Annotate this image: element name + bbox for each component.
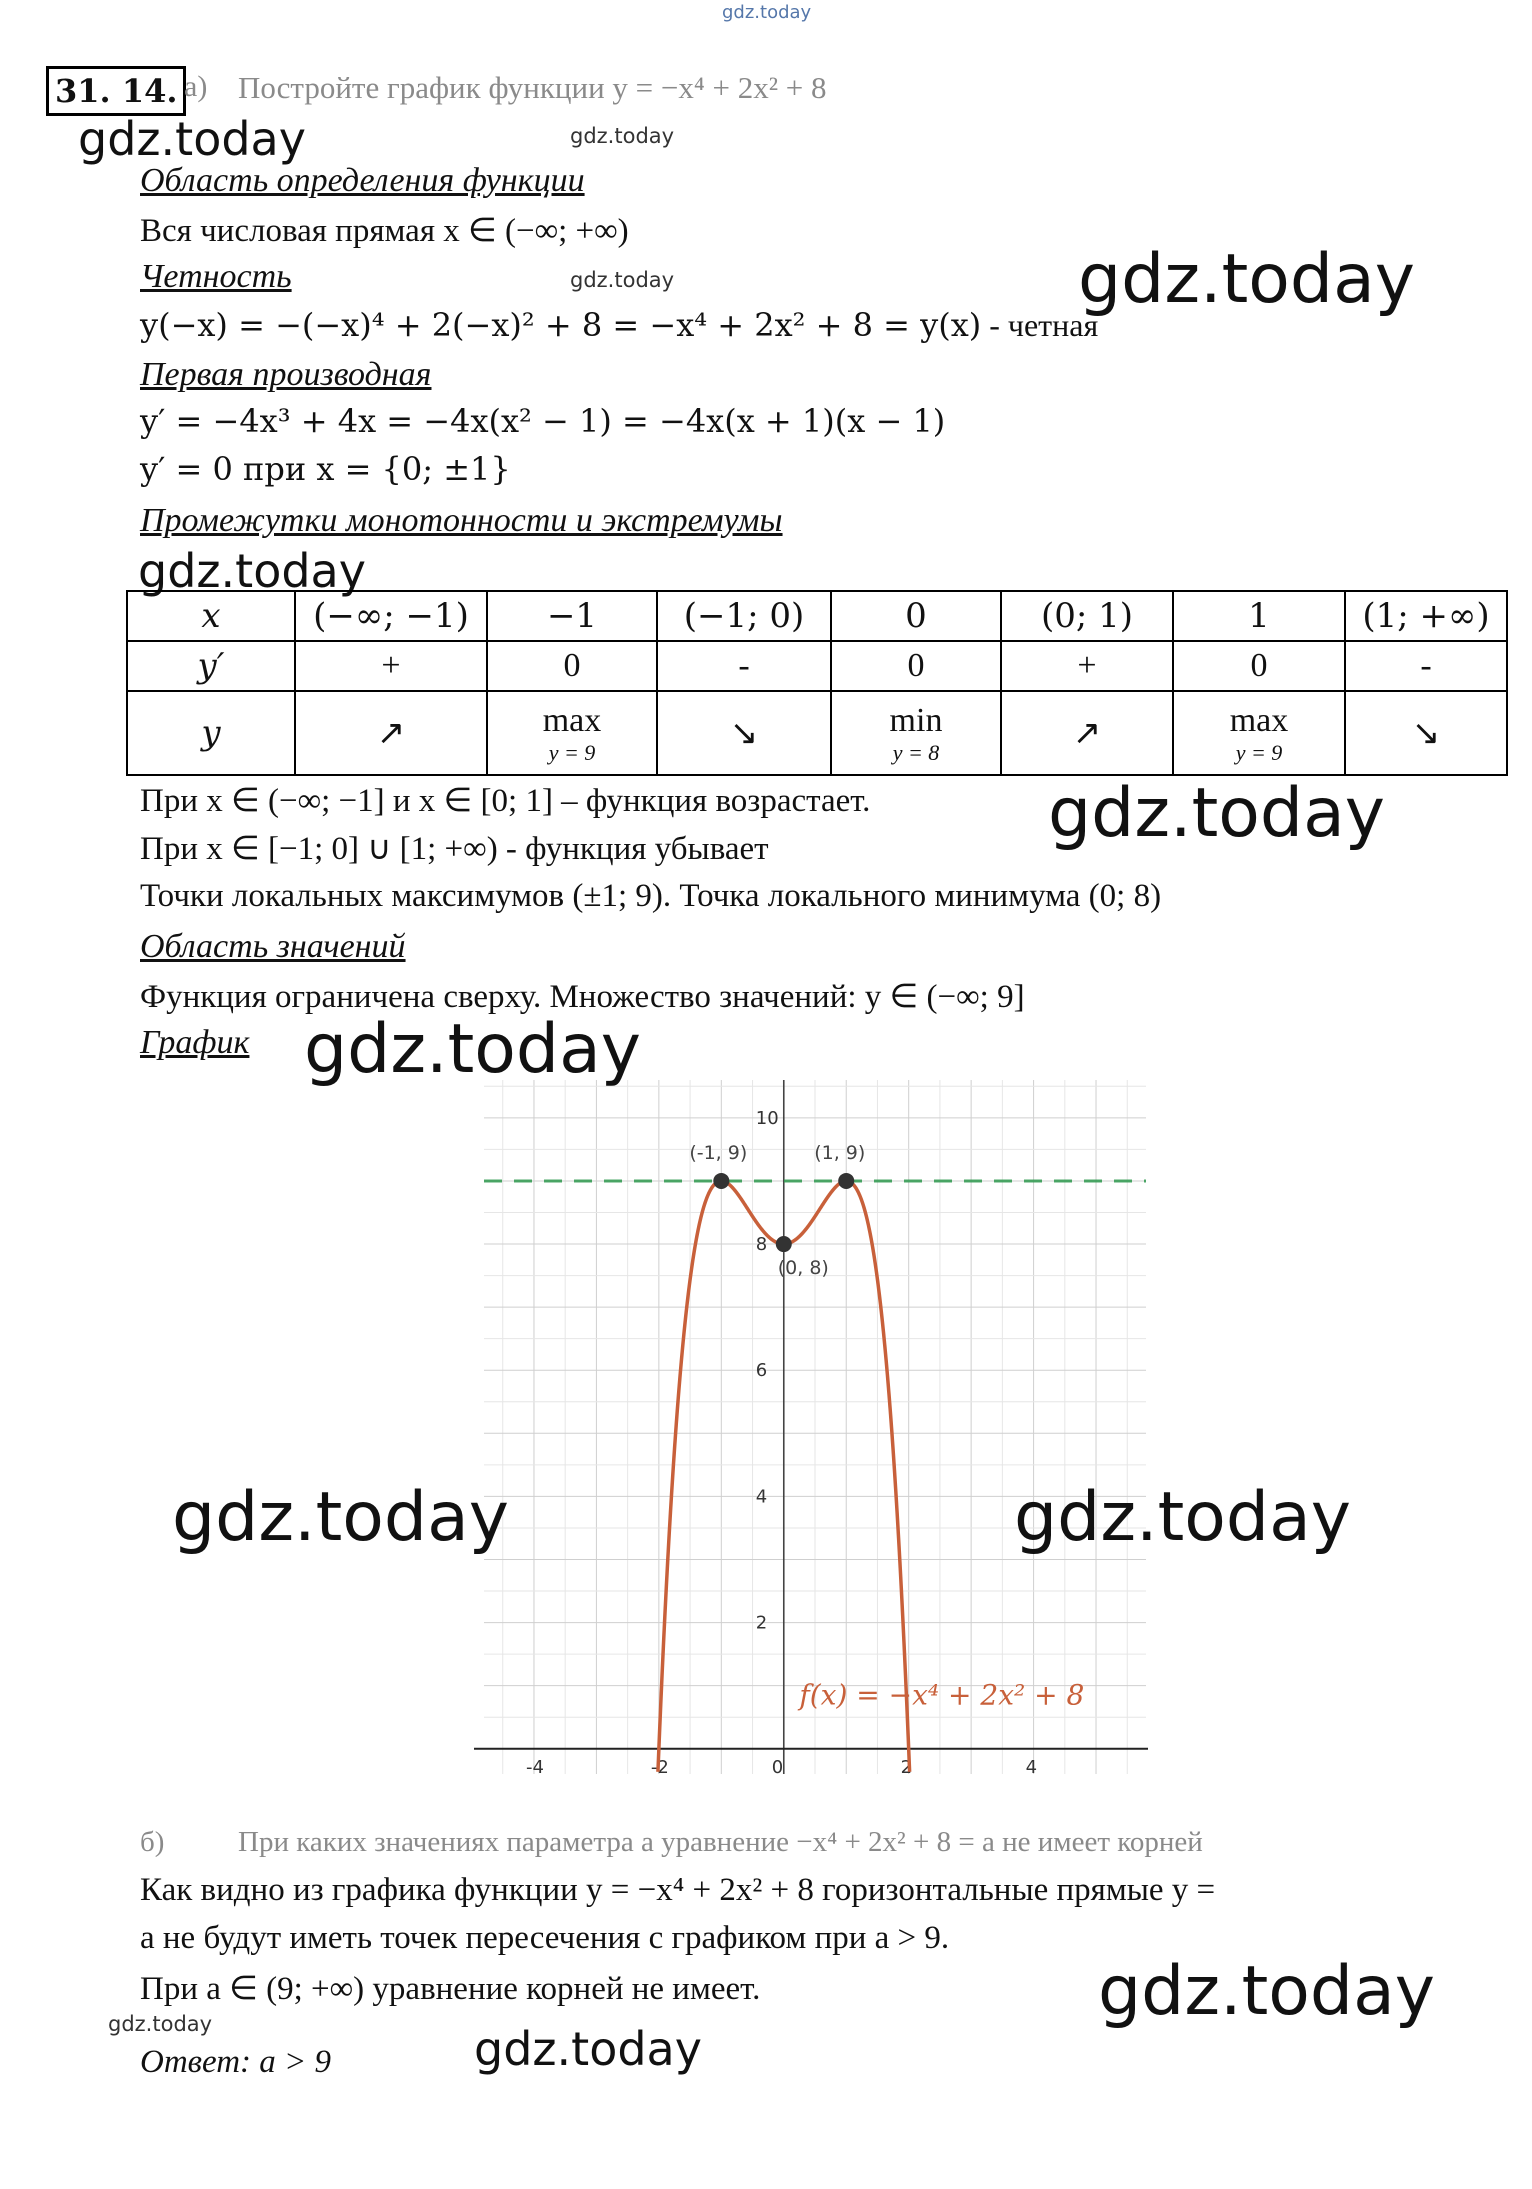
x-tick-label: -4 (525, 1756, 544, 1778)
watermark: gdz.today (304, 1010, 641, 1089)
table-cell: ↗ (1001, 691, 1173, 775)
y-tick-label: 6 (755, 1360, 768, 1382)
extremum-point (713, 1173, 729, 1189)
extremum-value: y = 9 (1235, 740, 1283, 765)
point-label: (1, 9) (814, 1141, 866, 1164)
monotonicity-heading: Промежутки монотонности и экстремумы (140, 502, 783, 539)
decreasing-text: При x ∈ [−1; 0] ∪ [1; +∞) - функция убывает (140, 831, 769, 867)
watermark-small: gdz.today (108, 2012, 213, 2036)
table-cell (487, 691, 657, 775)
part-a-text: Постройте график функции y = −x⁴ + 2x² + 8 (238, 70, 827, 105)
extremum-point (838, 1173, 854, 1189)
x-tick-label: 4 (1025, 1756, 1038, 1778)
parity-suffix: - четная (981, 307, 1099, 343)
increasing-text: При x ∈ (−∞; −1] и x ∈ [0; 1] – функция возрастает. (140, 783, 871, 819)
point-label: (0, 8) (777, 1257, 829, 1280)
extremum-label: min (889, 702, 943, 739)
part-b-label: б) (140, 1826, 165, 1858)
x-tick-label: 2 (900, 1756, 913, 1778)
table-cell (831, 691, 1001, 775)
extremum-label: max (1229, 702, 1289, 739)
monotonicity-table (126, 590, 1508, 776)
table-cell: ↘ (657, 691, 831, 775)
table-cell: 0 (831, 591, 1001, 641)
watermark: gdz.today (1098, 1952, 1435, 2031)
point-group (689, 1142, 865, 1279)
table-cell: y′ (127, 641, 295, 691)
table-cell: ↘ (1345, 691, 1507, 775)
table-cell: ↗ (295, 691, 487, 775)
part-a-label: а) (184, 70, 208, 103)
y-tick-label: 10 (755, 1107, 779, 1129)
watermark: gdz.today (78, 112, 306, 166)
table-cell: 1 (1173, 591, 1345, 641)
range-heading: Область значений (140, 928, 406, 965)
watermark: gdz.today (172, 1478, 509, 1557)
watermark-small: gdz.today (570, 268, 675, 292)
chart-grid (484, 1080, 1146, 1774)
table-cell: (−∞; −1) (295, 591, 487, 641)
table-cell: 0 (1173, 641, 1345, 691)
table-cell: - (657, 641, 831, 691)
parity-formula (140, 306, 1098, 344)
point-label: (-1, 9) (689, 1141, 748, 1164)
table-cell: 0 (487, 641, 657, 691)
graph-heading: График (140, 1024, 250, 1061)
answer: Ответ: a > 9 (140, 2044, 332, 2080)
table-cell (1173, 691, 1345, 775)
watermark: gdz.today (474, 2022, 702, 2076)
table-cell: - (1345, 641, 1507, 691)
problem-number: 31. 14. (46, 66, 186, 116)
range-text: Функция ограничена сверху. Множество значений: y ∈ (−∞; 9] (140, 979, 1025, 1015)
extremum-value: y = 9 (548, 740, 596, 765)
table-cell: (−1; 0) (657, 591, 831, 641)
x-tick-label: -2 (650, 1756, 669, 1778)
domain-text: Вся числовая прямая x ∈ (−∞; +∞) (140, 213, 629, 249)
table-cell: (1; +∞) (1345, 591, 1507, 641)
y-tick-label: 4 (755, 1486, 768, 1508)
table-cell: x (127, 591, 295, 641)
part-b-line2: a не будут иметь точек пересечения с графиком при a > 9. (140, 1920, 950, 1956)
extrema-text: Точки локальных максимумов (±1; 9). Точка локального минимума (0; 8) (140, 878, 1162, 914)
parity-formula-text: y(−x) = −(−x)⁴ + 2(−x)² + 8 = −x⁴ + 2x² + 8 = y(x) (140, 306, 982, 344)
table-cell: (0; 1) (1001, 591, 1173, 641)
x-tick-label: 0 (771, 1756, 784, 1778)
y-tick-label: 2 (755, 1612, 768, 1634)
table-cell: −1 (487, 591, 657, 641)
y-tick-label: 8 (755, 1234, 768, 1256)
function-graph (470, 1070, 1160, 1790)
table-cell: 0 (831, 641, 1001, 691)
parity-heading: Четность (140, 258, 292, 295)
extremum-label: max (542, 702, 602, 739)
watermark: gdz.today (1048, 774, 1385, 853)
table-cell: y (127, 691, 295, 775)
extremum-point (776, 1236, 792, 1252)
watermark-small: gdz.today (570, 124, 675, 148)
part-b-question: При каких значениях параметра a уравнение −x⁴ + 2x² + 8 = a не имеет корней (238, 1826, 1203, 1858)
part-b-line3: При a ∈ (9; +∞) уравнение корней не имеет. (140, 1971, 761, 2007)
watermark: gdz.today (1078, 240, 1415, 319)
table-cell: + (1001, 641, 1173, 691)
watermark: gdz.today (138, 544, 366, 598)
chart-ticks (526, 1108, 1037, 1778)
derivative-heading: Первая производная (140, 356, 432, 393)
table-cell: + (295, 641, 487, 691)
function-label: f(x) = −x⁴ + 2x² + 8 (799, 1678, 1085, 1712)
watermark: gdz.today (1014, 1478, 1351, 1557)
derivative-zeros: y′ = 0 при x = {0; ±1} (140, 450, 511, 488)
part-b-line1: Как видно из графика функции y = −x⁴ + 2x² + 8 горизонтальные прямые y = (140, 1872, 1216, 1908)
chart-axes (474, 1080, 1148, 1774)
domain-heading: Область определения функции (140, 162, 585, 199)
derivative-formula: y′ = −4x³ + 4x = −4x(x² − 1) = −4x(x + 1)(x − 1) (140, 402, 946, 440)
watermark-top: gdz.today (722, 2, 812, 23)
extremum-value: y = 8 (892, 740, 940, 765)
